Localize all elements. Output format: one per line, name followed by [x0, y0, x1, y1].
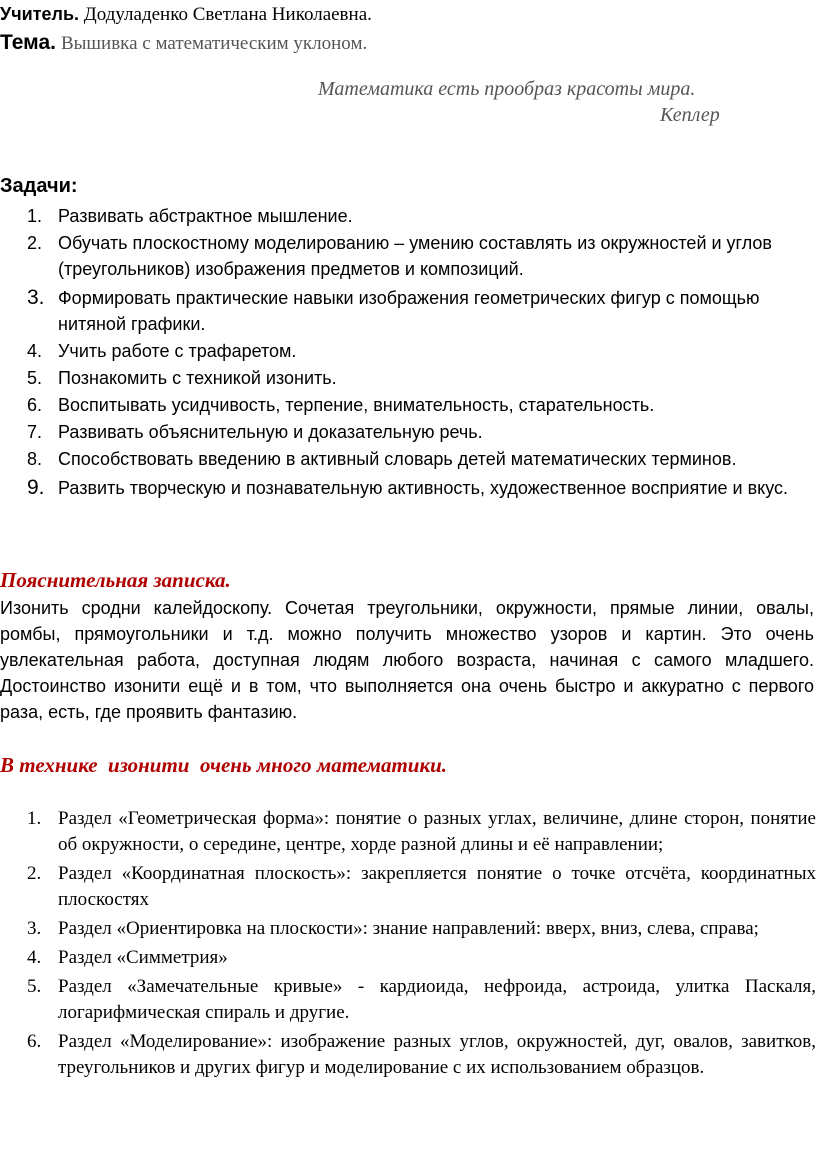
- list-item: [0, 945, 816, 971]
- item-number: 3.: [27, 286, 45, 309]
- item-text: Раздел «Координатная плоскость»: закрепляется понятие о точке отсчёта, координатных плоскостях: [58, 863, 816, 910]
- epigraph-author: Кеплер: [660, 104, 720, 126]
- item-text: Развивать объяснительную и доказательную речь.: [58, 422, 483, 442]
- list-item: [0, 392, 816, 418]
- item-number: 3.: [27, 918, 42, 939]
- list-item: [0, 916, 816, 942]
- note-paragraph: Изонить сродни калейдоскопу. Сочетая треугольники, окружности, прямые линии, овалы, ромбы, прямоугольники и т.д. можно получить множество узоров и картин. Это очень увлекательная работа, доступная людям любого возраста, начиная с самого младшего. Достоинство изонити ещё и в том, что выполняется она очень быстро и аккуратно с первого раза, есть, где проявить фантазию.: [0, 598, 814, 722]
- item-text: Воспитывать усидчивость, терпение, внимательность, старательность.: [58, 395, 655, 415]
- list-item: [0, 1029, 816, 1081]
- epigraph-quote: Математика есть прообраз красоты мира.: [318, 78, 696, 100]
- item-text: Обучать плоскостному моделированию – умению составлять из окружностей и углов (треугольников) изображения предметов и композиций.: [58, 233, 772, 279]
- teacher-label: Учитель.: [0, 4, 80, 24]
- note-heading: Пояснительная записка.: [0, 568, 231, 592]
- item-number: 2.: [27, 233, 43, 253]
- list-item: [0, 230, 816, 282]
- item-text: Познакомить с техникой изонить.: [58, 368, 337, 388]
- item-number: 1.: [27, 808, 42, 829]
- list-item: [0, 475, 816, 501]
- item-text: Раздел «Ориентировка на плоскости»: знание направлений: вверх, вниз, слева, справа;: [58, 918, 759, 939]
- topic-value: Вышивка с математическим уклоном.: [60, 33, 368, 54]
- list-item: [0, 338, 816, 364]
- list-item: [0, 446, 816, 472]
- item-number: 2.: [27, 863, 42, 884]
- topic-label: Тема.: [0, 31, 56, 54]
- item-text: Раздел «Геометрическая форма»: понятие о разных углах, величине, длине сторон, понятие об окружности, о середине, центре, хорде разной длины и её направлении;: [58, 808, 816, 855]
- item-number: 4.: [27, 947, 42, 968]
- topic-line: [0, 29, 367, 58]
- list-item: [0, 365, 816, 391]
- math-heading: В технике изонити очень много математики.: [0, 753, 448, 777]
- item-text: Учить работе с трафаретом.: [58, 341, 297, 361]
- list-item: [0, 806, 816, 858]
- item-number: 6.: [27, 395, 43, 415]
- tasks-heading: Задачи:: [0, 175, 78, 197]
- item-number: 1.: [27, 206, 43, 226]
- list-item: [0, 285, 816, 337]
- item-number: 7.: [27, 422, 43, 442]
- list-item: [0, 203, 816, 229]
- item-number: 8.: [27, 449, 43, 469]
- teacher-line: [0, 2, 372, 27]
- item-number: 6.: [27, 1031, 42, 1052]
- item-number: 4.: [27, 341, 43, 361]
- list-item: [0, 419, 816, 445]
- item-number: 5.: [27, 368, 43, 388]
- list-item: [0, 974, 816, 1026]
- item-text: Раздел «Симметрия»: [58, 947, 228, 968]
- item-number: 5.: [27, 976, 42, 997]
- item-text: Раздел «Моделирование»: изображение разных углов, окружностей, дуг, овалов, завитков, треугольников и других фигур и моделирование с их использованием образцов.: [58, 1031, 816, 1078]
- item-text: Способствовать введению в активный словарь детей математических терминов.: [58, 449, 737, 469]
- item-number: 9.: [27, 476, 45, 499]
- item-text: Развить творческую и познавательную активность, художественное восприятие и вкус.: [58, 478, 789, 498]
- sections-list: [0, 806, 816, 1084]
- item-text: Раздел «Замечательные кривые» - кардиоида, нефроида, астроида, улитка Паскаля, логарифмическая спираль и другие.: [58, 976, 816, 1023]
- teacher-name: Додуладенко Светлана Николаевна.: [83, 4, 372, 25]
- item-text: Формировать практические навыки изображения геометрических фигур с помощью нитяной графики.: [58, 288, 760, 334]
- list-item: [0, 861, 816, 913]
- tasks-list: [0, 203, 816, 502]
- item-text: Развивать абстрактное мышление.: [58, 206, 353, 226]
